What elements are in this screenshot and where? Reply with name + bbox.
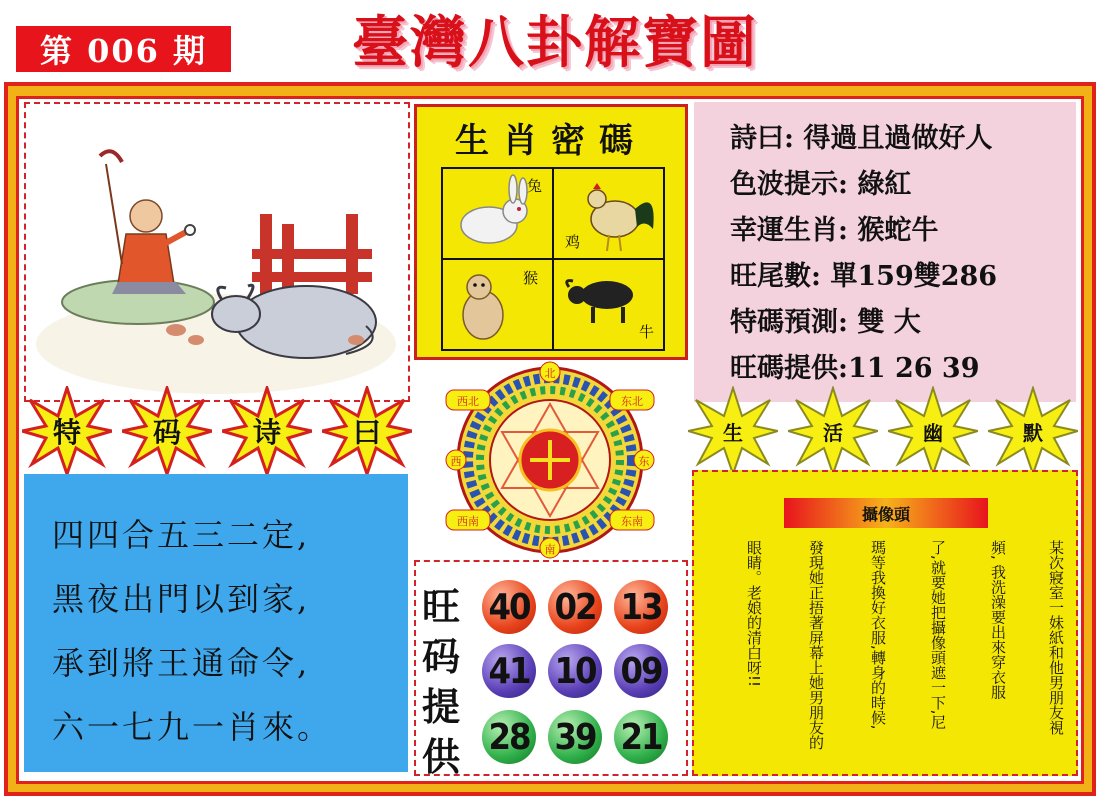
- star-badge-8: [988, 386, 1078, 476]
- compass-wheel: [430, 360, 670, 560]
- star-badge-1: [22, 386, 112, 476]
- number-ball: 10: [548, 644, 602, 698]
- star-label-6: 活: [823, 420, 843, 445]
- zodiac-label-rooster: 鸡: [565, 233, 581, 251]
- info-tail-numbers: 旺尾數: 單159雙286: [730, 261, 998, 292]
- compass-label-southwest: 西南: [457, 515, 479, 528]
- lucky-label-char-4: 供: [422, 734, 461, 779]
- star-label-8: 默: [1023, 420, 1043, 445]
- star-label-4: 曰: [352, 416, 381, 449]
- poem-line-3: 承到將王通命令,: [52, 644, 311, 682]
- number-ball: 41: [482, 644, 536, 698]
- star-label-2: 码: [152, 416, 181, 449]
- star-badge-3: [222, 386, 312, 476]
- bagua-compass: [430, 360, 670, 560]
- page-title: 臺灣八卦解寶圖: [352, 10, 758, 76]
- compass-label-west: 西: [450, 455, 462, 468]
- story-column-1: 某次寢室一妹紙和他男朋友視: [1047, 540, 1065, 735]
- star-label-1: 特: [52, 416, 81, 449]
- poem-line-2: 黑夜出門以到家,: [52, 580, 311, 618]
- story-column-2: 頻, 我洗澡要出來穿衣服: [989, 540, 1007, 700]
- illustration-panel: [24, 102, 410, 402]
- number-ball: 39: [548, 710, 602, 764]
- info-lucky-codes: 旺碼提供:11 26 39: [730, 353, 980, 384]
- zodiac-cell-rabbit: [443, 169, 553, 259]
- zodiac-cell-rooster: [553, 169, 663, 259]
- zodiac-code-title: 生肖密碼: [455, 121, 647, 161]
- story-column-6: 眼睛。老娘的清白呀!!: [745, 540, 763, 688]
- star-badge-5: [688, 386, 778, 476]
- boy-and-buffalo-illustration: [26, 104, 408, 400]
- star-badge-6: [788, 386, 878, 476]
- number-ball: 13: [614, 580, 668, 634]
- info-lucky-zodiac: 幸運生肖: 猴蛇牛: [730, 215, 939, 246]
- zodiac-label-buffalo: 牛: [639, 323, 655, 341]
- number-ball: 40: [482, 580, 536, 634]
- lucky-label-char-3: 提: [422, 684, 461, 729]
- issue-number: 第 006 期: [16, 26, 231, 72]
- lucky-label-char-2: 码: [422, 634, 461, 679]
- zodiac-grid: [441, 167, 665, 351]
- star-label-7: 幽: [923, 420, 943, 445]
- compass-label-northwest: 西北: [457, 395, 479, 408]
- compass-label-north: 北: [544, 367, 556, 380]
- story-column-3: 了,就要她把攝像頭遮一下,尼: [929, 540, 947, 730]
- compass-label-east: 东: [638, 455, 650, 468]
- star-label-3: 诗: [252, 416, 281, 449]
- poem-panel: [24, 474, 408, 772]
- zodiac-label-monkey: 猴: [523, 269, 539, 287]
- story-column-4: 瑪等我換好衣服,轉身的時候,: [869, 540, 887, 730]
- joke-story-panel: [692, 470, 1078, 776]
- star-badge-2: [122, 386, 212, 476]
- zodiac-label-rabbit: 兔: [527, 177, 543, 195]
- number-ball: 21: [614, 710, 668, 764]
- star-label-5: 生: [723, 420, 743, 445]
- story-title: 攝像頭: [784, 498, 988, 528]
- star-badge-7: [888, 386, 978, 476]
- compass-label-northeast: 东北: [621, 395, 643, 408]
- info-special-prediction: 特碼預測: 雙 大: [730, 307, 921, 338]
- zodiac-cell-buffalo: [553, 259, 663, 349]
- zodiac-code-panel: [414, 104, 688, 360]
- poem-line-4: 六一七九一肖來。: [52, 708, 333, 746]
- number-ball: 02: [548, 580, 602, 634]
- zodiac-cell-monkey: [443, 259, 553, 349]
- number-ball: 09: [614, 644, 668, 698]
- compass-label-south: 南: [544, 543, 556, 556]
- star-badge-4: [322, 386, 412, 476]
- lucky-label-char-1: 旺: [422, 584, 461, 629]
- story-column-5: 發現她正捂著屏幕上她男朋友的: [807, 540, 825, 750]
- number-ball: 28: [482, 710, 536, 764]
- poem-line-1: 四四合五三二定,: [52, 516, 311, 554]
- lucky-numbers-panel: [414, 560, 688, 779]
- info-poem: 詩曰: 得過且過做好人: [730, 123, 993, 154]
- info-color-hint: 色波提示: 綠紅: [730, 169, 912, 200]
- compass-label-southeast: 东南: [621, 515, 643, 528]
- info-panel: [694, 102, 1076, 402]
